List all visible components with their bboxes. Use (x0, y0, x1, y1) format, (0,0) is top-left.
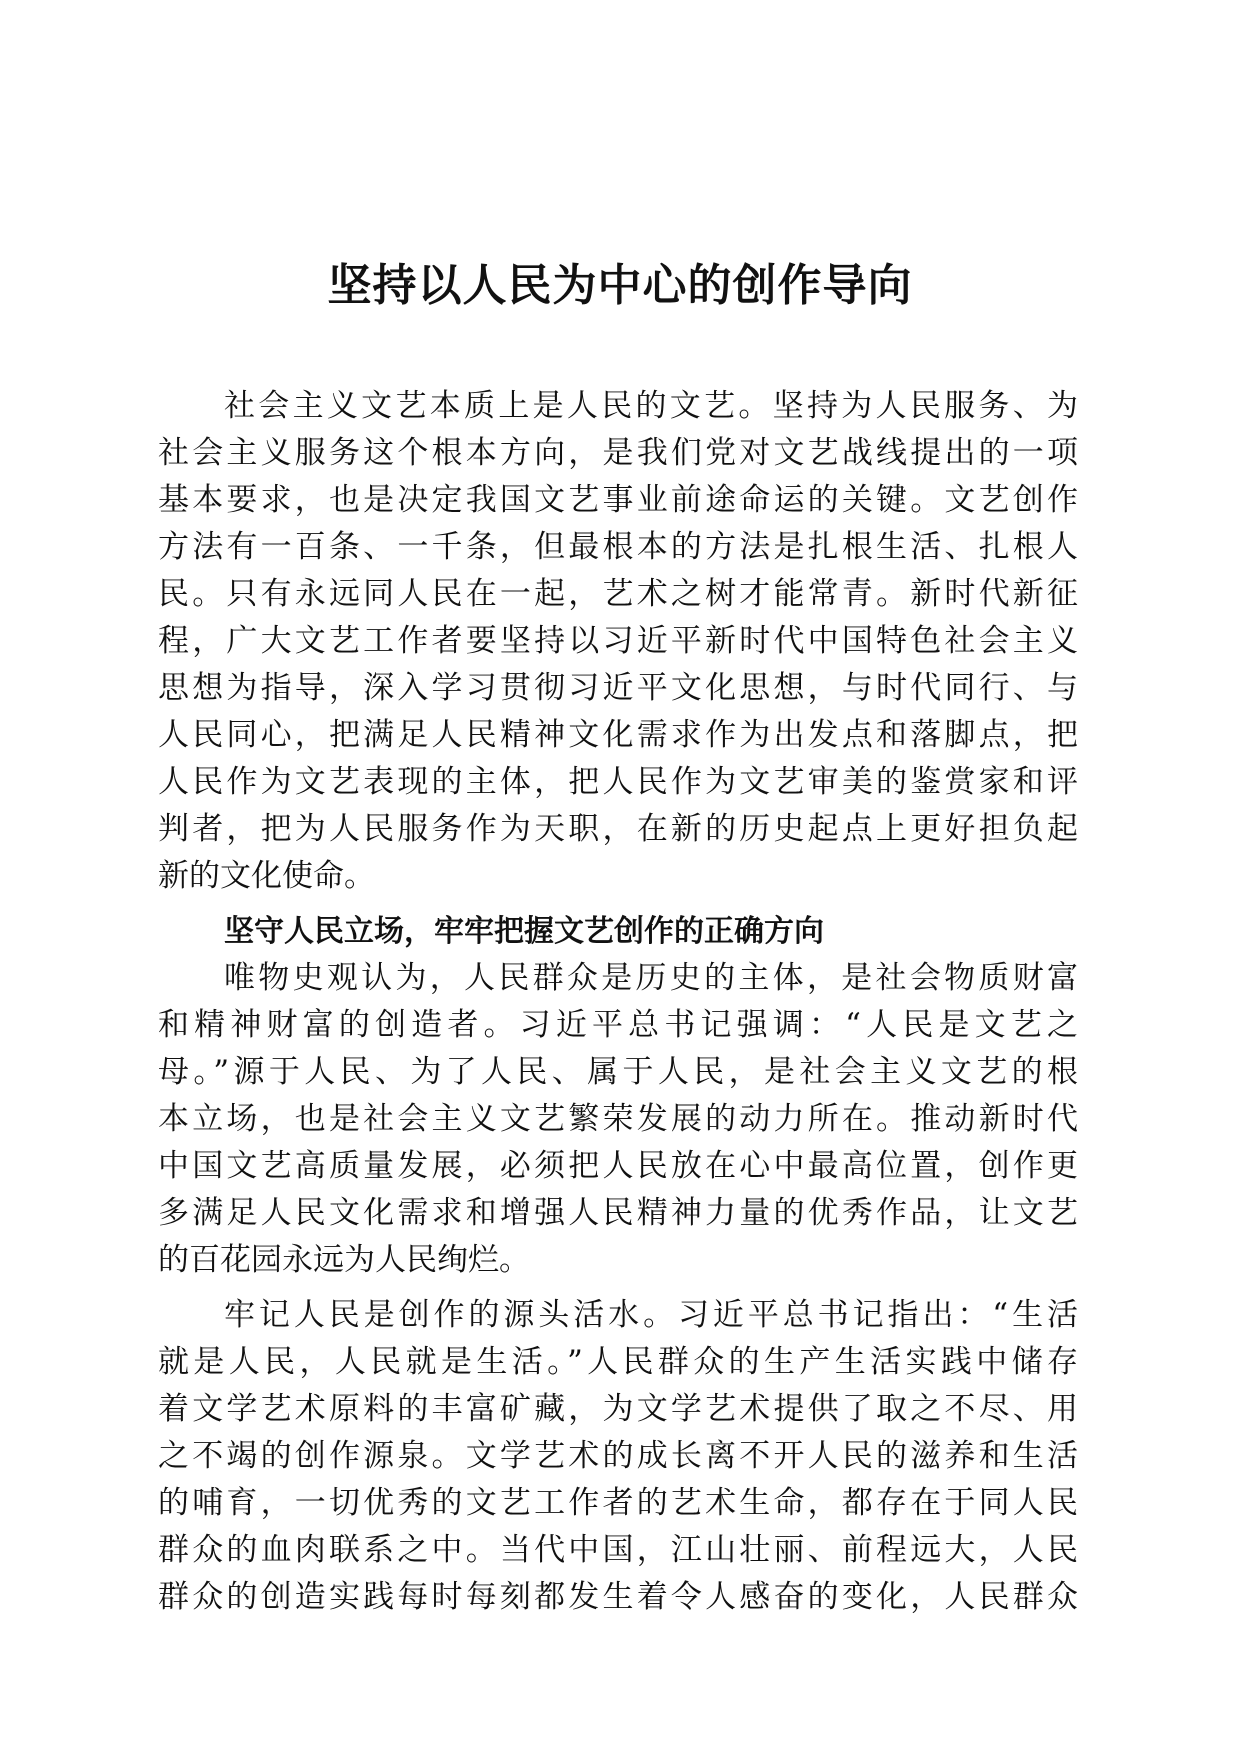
text-line: 社会主义服务这个根本方向，是我们党对文艺战线提出的一项 (158, 435, 1078, 471)
paragraph-1 (158, 383, 1078, 900)
text-line: 中国文艺高质量发展，必须把人民放在心中最高位置，创作更 (158, 1148, 1078, 1184)
text-line: 之不竭的创作源泉。文学艺术的成长离不开人民的滋养和生活 (158, 1438, 1078, 1474)
text-line: 人民作为文艺表现的主体，把人民作为文艺审美的鉴赏家和评 (158, 764, 1078, 800)
text-line: 多满足人民文化需求和增强人民精神力量的优秀作品，让文艺 (158, 1195, 1078, 1231)
text-line: 判者，把为人民服务作为天职，在新的历史起点上更好担负起 (158, 811, 1078, 847)
text-line: 方法有一百条、一千条，但最根本的方法是扎根生活、扎根人 (158, 529, 1078, 565)
document-title: 坚持以人民为中心的创作导向 (327, 260, 913, 311)
text-line: 的百花园永远为人民绚烂。 (158, 1242, 530, 1278)
text-line: 牢记人民是创作的源头活水。习近平总书记指出：“生活 (224, 1297, 1078, 1333)
text-line: 的哺育，一切优秀的文艺工作者的艺术生命，都存在于同人民 (158, 1485, 1078, 1521)
text-line: 本立场，也是社会主义文艺繁荣发展的动力所在。推动新时代 (158, 1101, 1078, 1137)
text-line: 基本要求，也是决定我国文艺事业前途命运的关键。文艺创作 (158, 482, 1078, 518)
text-line: 群众的创造实践每时每刻都发生着令人感奋的变化，人民群众 (158, 1579, 1078, 1615)
text-line: 唯物史观认为，人民群众是历史的主体，是社会物质财富 (224, 960, 1078, 996)
text-line: 着文学艺术原料的丰富矿藏，为文学艺术提供了取之不尽、用 (158, 1391, 1078, 1427)
text-line: 就是人民，人民就是生活。”人民群众的生产生活实践中储存 (158, 1344, 1078, 1380)
section-heading: 坚守人民立场，牢牢把握文艺创作的正确方向 (224, 914, 824, 949)
text-line: 人民同心，把满足人民精神文化需求作为出发点和落脚点，把 (158, 717, 1078, 753)
text-line: 群众的血肉联系之中。当代中国，江山壮丽、前程远大，人民 (158, 1532, 1078, 1568)
paragraph-2 (158, 955, 1078, 1284)
text-line: 母。”源于人民、为了人民、属于人民，是社会主义文艺的根 (158, 1054, 1078, 1090)
text-line: 程，广大文艺工作者要坚持以习近平新时代中国特色社会主义 (158, 623, 1078, 659)
text-line: 社会主义文艺本质上是人民的文艺。坚持为人民服务、为 (224, 388, 1078, 424)
text-line: 和精神财富的创造者。习近平总书记强调：“人民是文艺之 (158, 1007, 1078, 1043)
text-line: 思想为指导，深入学习贯彻习近平文化思想，与时代同行、与 (158, 670, 1078, 706)
text-line: 民。只有永远同人民在一起，艺术之树才能常青。新时代新征 (158, 576, 1078, 612)
text-line: 新的文化使命。 (158, 858, 375, 894)
paragraph-3 (158, 1292, 1078, 1621)
document-body (158, 383, 1078, 1621)
